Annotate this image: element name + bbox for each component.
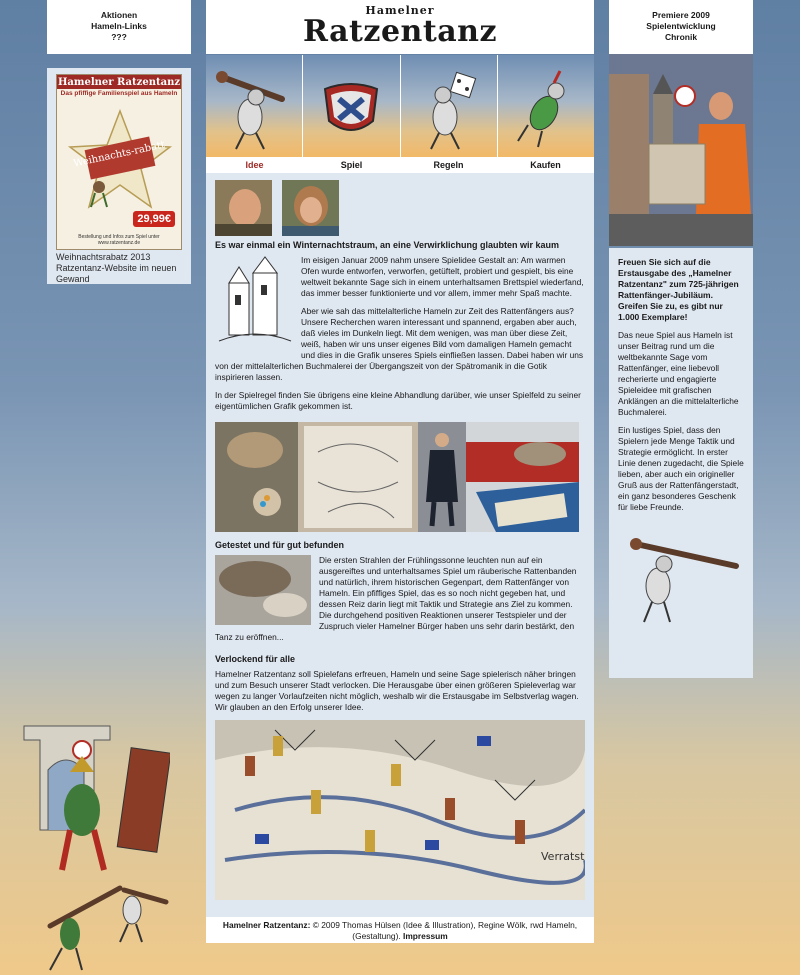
right-lead-text: Freuen Sie sich auf die Erstausgabe des „Hamelner Ratzentanz" zum 725-jährigen Rattenfänger-Jubiläum. Greifen Sie zu, es gibt nur 1.000 Exemplare!	[618, 257, 739, 322]
paragraph-1: Im eisigen Januar 2009 nahm unsere Spielidee Gestalt an: Am warmen Ofen wurde entworfen, verworfen, getüftelt, probiert und gespielt, bis eine weltweit bekannte Sage sich in einem unterhaltsamen Brettspiel wiederfand, das immer besser funktionierte und vor allem, immer mehr Spaß machte.	[301, 255, 584, 298]
left-menu	[47, 0, 191, 54]
board-sketch-photo	[298, 422, 418, 532]
promo-footer: Bestellung und Infos zum Spiel unter www.ratzentanz.de	[78, 234, 160, 246]
logo-small-text: Hamelner	[365, 4, 435, 17]
paragraph-2: Aber wie sah das mittelalterliche Hameln zur Zeit des Rattenfängers aus? Unsere Recherchen waren interessant und spannend, ergaben aber auch, daß vieles im Dunkeln liegt. Mit dem wenigen, was man über diese Zeit, weiß, haben wir uns unser eigenes Bild vom damaligen Hameln gemacht und dies in die Grafik unseres Spiels einfließen lassen. Dabei haben wir uns von der mittelalterlichen Buchmalerei der Übergangszeit von der Spätromanik in die Gotik inspirieren lassen.	[215, 306, 584, 382]
right-paragraph-1: Das neue Spiel aus Hameln ist unser Beitrag rund um die weltbekannte Sage vom Rattenfänger, eine liebevoll recherierte und engagierte Spieleidee mit grafischen Anklängen an die mittelalterliche Buchmalerei.	[618, 330, 739, 417]
main-content	[206, 173, 594, 921]
heading-winternachtstraum: Es war einmal ein Winternachtstraum, an eine Verwirklichung glaubten wir kaum	[215, 240, 560, 250]
rat-piper-illustration	[618, 520, 744, 630]
left-menu-hameln-links[interactable]: Hameln-Links	[91, 21, 147, 31]
nav-spiel[interactable]: Spiel	[340, 160, 363, 170]
promo-star-icon	[67, 107, 173, 213]
board-game-photo	[215, 720, 585, 900]
right-menu-premiere[interactable]: Premiere 2009	[652, 10, 710, 20]
test-photo-strip	[215, 422, 579, 532]
left-menu-aktionen[interactable]: Aktionen	[100, 10, 138, 20]
promo-caption-line: Ratzentanz-Website im neuen Gewand	[56, 263, 177, 284]
main-nav	[206, 157, 594, 173]
rat-piper-icon	[206, 55, 302, 157]
rat-dancer-icon	[498, 55, 594, 157]
person-costume-photo	[418, 422, 466, 532]
promo-star-text: Weihnachts-rabatt	[72, 139, 166, 170]
paragraph-4: Die ersten Strahlen der Frühlingssonne leuchten nun auf ein ausgereiftes und unterhaltsames Spiel um räuberische Rattenbanden und natürlich, ihrem historischen Gegenpart, dem Rattenfänger von Hameln. Ein pfiffiges Spiel, das es so noch nicht gegeben hat, und dessen Reiz darin liegt mit Taktik und Strategie ans Ziel zu kommen. Die durchgehend positiven Reaktionen unserer Testspieler und der Zuspruch vieler Hamelner Bürger haben uns sehr darin bestärkt, den Tanz zu eröffnen...	[215, 555, 577, 642]
heading-verlockend: Verlockend für alle	[215, 654, 296, 664]
site-logo[interactable]	[206, 0, 594, 54]
cat-photo	[215, 422, 298, 532]
right-menu	[609, 0, 753, 54]
right-menu-chronik[interactable]: Chronik	[664, 32, 698, 42]
cat-board-photo	[466, 422, 579, 532]
castle-sketch-icon	[215, 255, 293, 349]
footer-brand: Hamelner Ratzentanz:	[222, 920, 311, 930]
jester-rat-illustration	[20, 720, 170, 975]
footer-text: © 2009 Thomas Hülsen (Idee & Illustration), Regine Wölk, rwd Hameln, (Gestaltung).	[312, 920, 578, 941]
promo-title: Hamelner Ratzentanz	[57, 77, 181, 88]
sleeping-cat-photo	[215, 555, 311, 625]
promo-caption[interactable]	[56, 252, 182, 285]
logo-big-text: Ratzentanz	[303, 14, 497, 49]
author-photos	[215, 180, 585, 236]
nav-tile-spiel[interactable]	[303, 55, 400, 157]
nav-image-row	[206, 55, 594, 157]
nav-idee[interactable]: Idee	[245, 160, 264, 170]
author-photo-thomas	[215, 180, 272, 236]
right-column	[609, 0, 753, 678]
heading-getestet: Getestet und für gut befunden	[215, 540, 344, 550]
author-with-box-photo	[609, 54, 753, 246]
promo-subtitle: Das pfiffige Familienspiel aus Hameln	[60, 90, 178, 97]
promo-caption-line: Weihnachtsrabatz 2013	[56, 252, 151, 262]
nav-tile-idee[interactable]	[206, 55, 303, 157]
shield-icon	[303, 55, 399, 157]
promo-poster[interactable]	[56, 74, 182, 250]
right-paragraph-2: Ein lustiges Spiel, dass den Spielern jede Menge Taktik und Strategie ermöglicht. In erster Linie denen zugedacht, die Spiele lieben, aber auch ein origineller Gruß aus der Rattenfängerstadt, ein ganz besonderes Geschenk für liebe Freunde.	[618, 425, 744, 512]
author-photo-regine	[282, 180, 339, 236]
nav-kaufen[interactable]: Kaufen	[530, 160, 561, 170]
left-panel	[47, 68, 191, 284]
page-footer	[206, 917, 594, 943]
nav-tile-kaufen[interactable]	[498, 55, 594, 157]
board-label-text: Verratst	[541, 850, 585, 863]
nav-tile-regeln[interactable]	[401, 55, 498, 157]
rat-dice-icon	[401, 55, 497, 157]
paragraph-3: In der Spielregel finden Sie übrigens eine kleine Abhandlung darüber, wie unser Spielfeld zu seiner eigentümlichen Grafik gekommen ist.	[215, 390, 581, 411]
footer-impressum-link[interactable]: Impressum	[403, 931, 448, 941]
right-menu-spielentwicklung[interactable]: Spielentwicklung	[646, 21, 716, 31]
main-column	[206, 0, 594, 921]
paragraph-5: Hamelner Ratzentanz soll Spielefans erfreuen, Hameln und seine Sage spielerisch näher bringen und zum Besuch unserer Stadt verlocken. Die Herausgabe über einen größeren Spieleverlag war wegen zu langer Vorlaufzeiten nicht möglich, weshalb wir die Erstausgabe im Selbstverlag wagen. Wir glauben an den Erfolg unserer Idee.	[215, 669, 579, 712]
left-menu-unknown[interactable]: ???	[111, 32, 127, 42]
nav-regeln[interactable]: Regeln	[433, 160, 464, 170]
promo-price: 29,99€	[133, 211, 175, 227]
left-column	[47, 0, 191, 284]
right-panel	[609, 248, 753, 678]
